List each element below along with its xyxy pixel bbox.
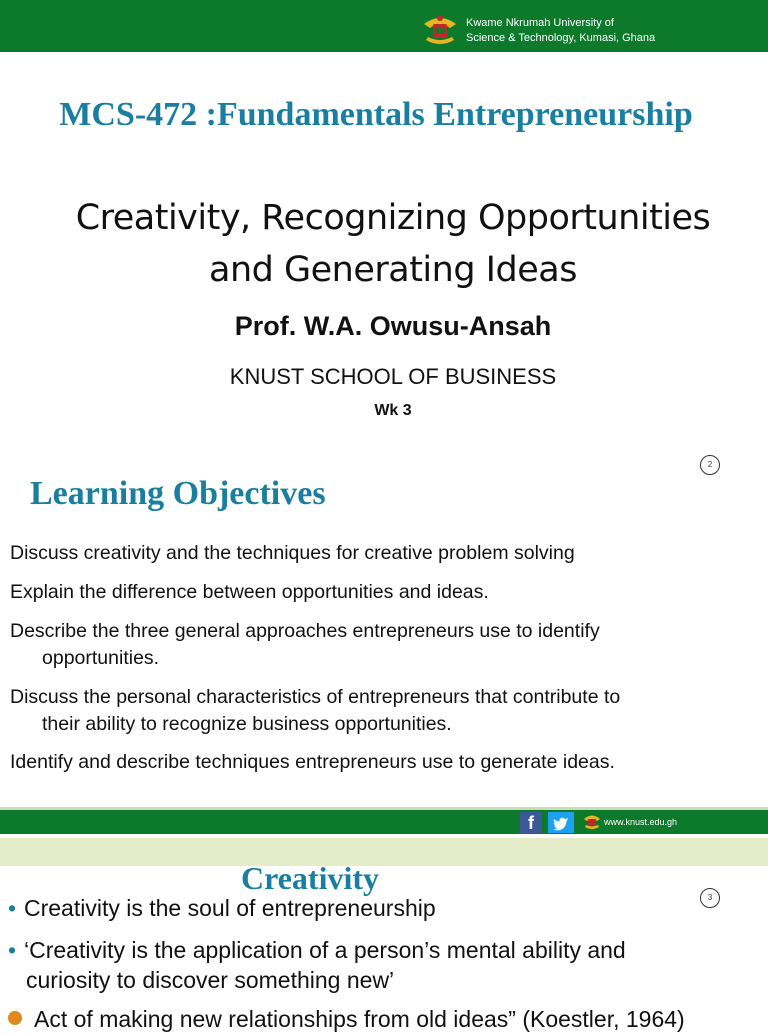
objective-text-continued: opportunities. [42, 647, 160, 669]
objective-text-continued: their ability to recognize business opportunities. [42, 713, 452, 735]
subtitle-line1: Creativity, Recognizing Opportunities [75, 198, 711, 238]
slide-number-badge: 2 [700, 455, 720, 475]
objective-text: Identify and describe techniques entrepreneurs use to generate ideas. [10, 751, 615, 773]
objective-text: Discuss creativity and the techniques for creative problem solving [10, 542, 575, 564]
bullet-icon: • [8, 895, 17, 921]
objective-text: Discuss the personal characteristics of entrepreneurs that contribute to [10, 686, 621, 708]
objective-item [10, 684, 750, 738]
week-label: Wk 3 [374, 402, 412, 419]
bullet-item [8, 893, 436, 924]
objective-item [10, 749, 750, 776]
presenter-name: Prof. W.A. Owusu-Ansah [234, 311, 552, 341]
bullet-item [8, 1004, 685, 1035]
university-name-line1: Kwame Nkrumah University of [466, 17, 614, 29]
bullet-text-continued: curiosity to discover something new’ [26, 967, 395, 993]
knust-crest-icon [582, 811, 602, 831]
bullet-text: Creativity is the soul of entrepreneurship [24, 895, 436, 921]
learning-objectives-heading: Learning Objectives [30, 475, 326, 512]
bullet-text: ‘Creativity is the application of a person’s mental ability and [24, 937, 626, 963]
school-name: KNUST SCHOOL OF BUSINESS [229, 364, 557, 389]
university-name-line2: Science & Technology, Kumasi, Ghana [466, 32, 656, 44]
course-title: MCS-472 :Fundamentals Entrepreneurship [59, 96, 693, 133]
objective-text: Describe the three general approaches entrepreneurs use to identify [10, 620, 600, 642]
objective-item [10, 579, 750, 606]
bullet-text: Act of making new relationships from old ideas” (Koestler, 1964) [34, 1006, 685, 1032]
slide-number-badge: 3 [700, 888, 720, 908]
bullet-icon: • [8, 937, 17, 963]
orange-bullet-icon [8, 1011, 22, 1025]
subtitle-line2: and Generating Ideas [209, 250, 577, 290]
website-link[interactable]: www.knust.edu.gh [604, 817, 678, 827]
creativity-heading: Creativity [240, 860, 380, 896]
twitter-icon[interactable] [548, 812, 574, 833]
objective-item [10, 618, 750, 672]
objective-text: Explain the difference between opportunities and ideas. [10, 581, 489, 603]
objective-item [10, 540, 750, 567]
knust-crest-icon [420, 10, 460, 48]
bullet-item [8, 935, 626, 966]
facebook-icon[interactable]: f [520, 812, 542, 833]
